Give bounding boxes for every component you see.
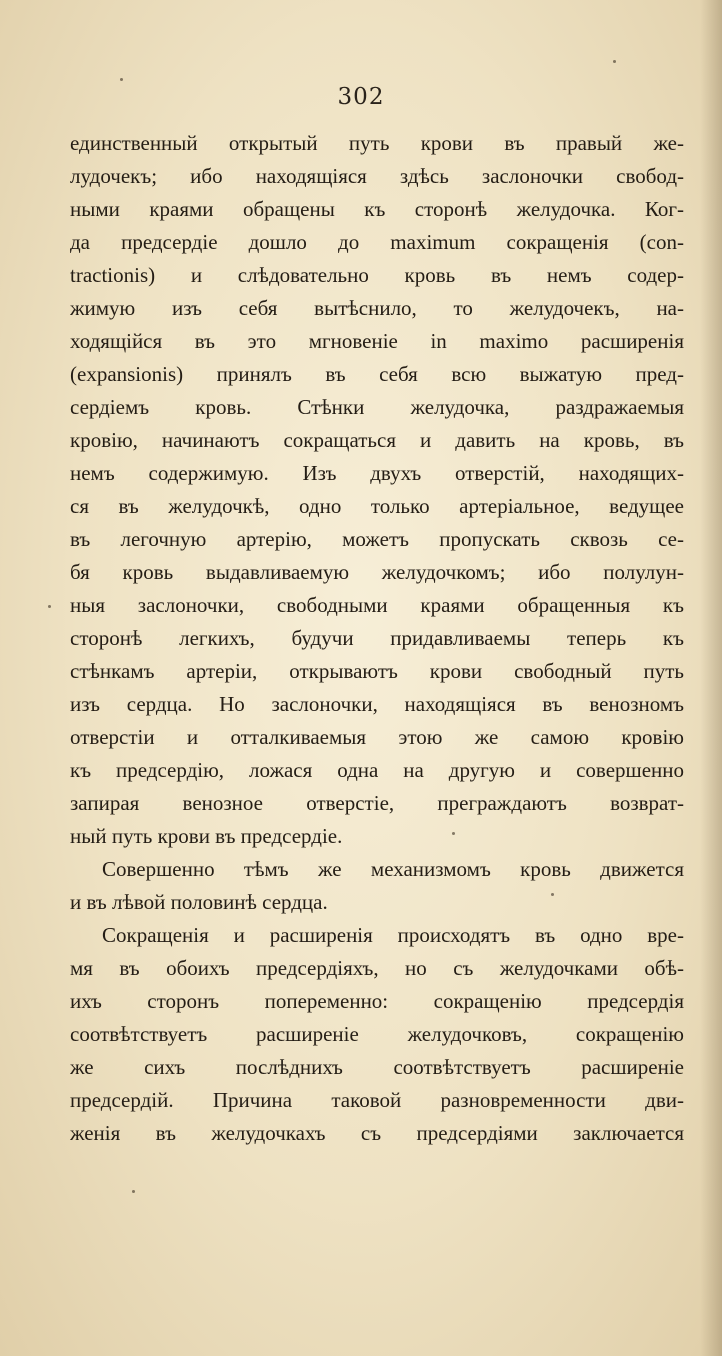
text-line: мя въ обоихъ предсердіяхъ, но съ желудочками обѣ- [70,956,684,980]
ink-speck [48,605,51,608]
text-line: ся въ желудочкѣ, одно только артеріальное, ведущее [70,494,684,518]
ink-speck [120,78,123,81]
text-line: ихъ сторонъ попеременно: сокращенію предсердія [70,989,684,1013]
text-line: ными краями обращены къ сторонѣ желудочка. Ког- [70,197,684,221]
text-line: ныя заслоночки, свободными краями обращенныя къ [70,593,684,617]
ink-speck [132,1190,135,1193]
text-line: сердіемъ кровь. Стѣнки желудочка, раздражаемыя [70,395,684,419]
text-line: ходящійся въ это мгновеніе in maximo расширенія [70,329,684,353]
text-line: бя кровь выдавливаемую желудочкомъ; ибо полулун- [70,560,684,584]
text-line: ный путь крови въ предсердіе. [70,824,343,848]
text-line: кровію, начинаютъ сокращаться и давить на кровь, въ [70,428,684,452]
text-line: отверстіи и отталкиваемыя этою же самою кровію [70,725,684,749]
text-line: tractionis) и слѣдовательно кровь въ немъ содер- [70,263,684,287]
text-line: единственный открытый путь крови въ правый же- [70,131,684,155]
text-line: къ предсердію, ложася одна на другую и совершенно [70,758,684,782]
text-line: стѣнкамъ артеріи, открываютъ крови свободный путь [70,659,684,683]
text-line: Сокращенія и расширенія происходятъ въ одно вре- [102,923,684,947]
text-line: же сихъ послѣднихъ соотвѣтствуетъ расширеніе [70,1055,684,1079]
text-line: запирая венозное отверстіе, преграждаютъ возврат- [70,791,684,815]
text-line: изъ сердца. Но заслоночки, находящіяся въ венозномъ [70,692,684,716]
ink-speck [452,832,455,835]
text-line: и въ лѣвой половинѣ сердца. [70,890,328,914]
ink-speck [613,60,616,63]
text-line: лудочекъ; ибо находящіяся здѣсь заслоночки свобод- [70,164,684,188]
text-line: да предсердіе дошло до maximum сокращенія (con- [70,230,684,254]
text-line: сторонѣ легкихъ, будучи придавливаемы теперь къ [70,626,684,650]
page-edge-shadow [700,0,722,1356]
text-line: предсердій. Причина таковой разновременности дви- [70,1088,684,1112]
text-line: (expansionis) принялъ въ себя всю выжатую пред- [70,362,684,386]
text-line: жимую изъ себя вытѣснило, то желудочекъ, на- [70,296,684,320]
text-line: немъ содержимую. Изъ двухъ отверстій, находящих- [70,461,684,485]
ink-speck [551,893,554,896]
text-line: соотвѣтствуетъ расширеніе желудочковъ, сокращенію [70,1022,684,1046]
text-line: Совершенно тѣмъ же механизмомъ кровь движется [102,857,684,881]
page-number: 302 [337,84,385,110]
text-line: женія въ желудочкахъ съ предсердіями заключается [70,1121,684,1145]
text-line: въ легочную артерію, можетъ пропускать сквозь се- [70,527,684,551]
body-text [70,127,684,1150]
